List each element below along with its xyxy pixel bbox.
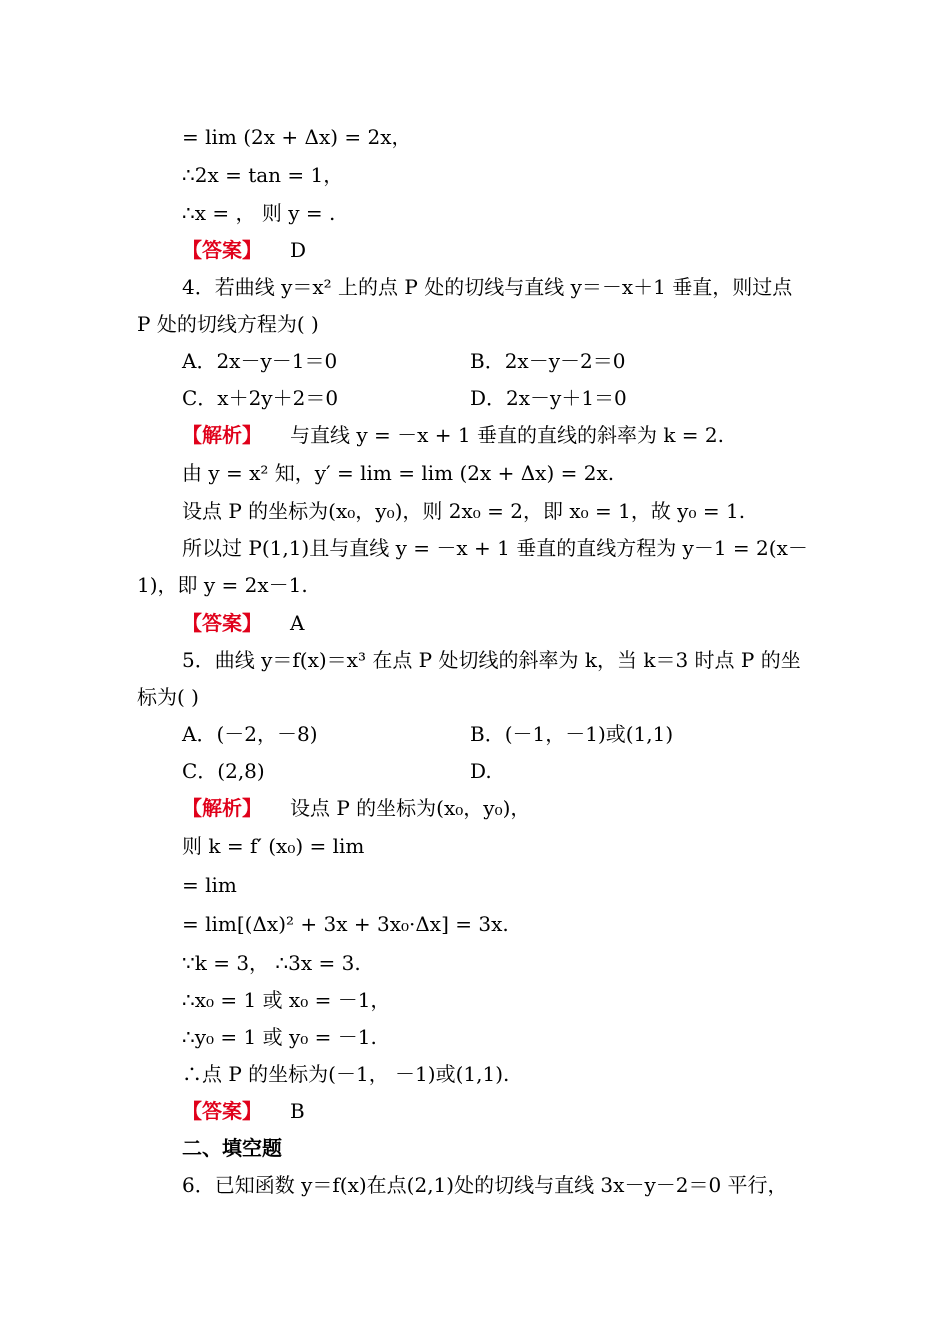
- analysis-text: 设点 P 的坐标为(x₀，y₀)，: [290, 796, 531, 820]
- solution-line: 设点 P 的坐标为(x₀，y₀)，则 2x₀ = 2，即 x₀ = 1，故 y₀ = 1.: [182, 499, 746, 523]
- solution-line: 1)，即 y = 2x－1.: [137, 573, 308, 597]
- solution-line: ∴x = ， 则 y = .: [182, 201, 336, 225]
- solution-line: 所以过 P(1,1)且与直线 y = －x + 1 垂直的直线方程为 y－1 = 2(x－: [182, 536, 808, 560]
- option-c: C．(2,8): [182, 759, 265, 783]
- analysis-label: 【解析】: [182, 796, 262, 820]
- solution-line: ∴点 P 的坐标为(－1， －1)或(1,1).: [182, 1062, 510, 1086]
- answer-label: 【答案】: [182, 1099, 262, 1123]
- option-a: A．2x－y－1＝0: [182, 349, 338, 373]
- option-b: B．2x－y－2＝0: [470, 349, 626, 373]
- option-d: D．2x－y＋1＝0: [470, 386, 627, 410]
- question-4-text: 4．若曲线 y＝x² 上的点 P 处的切线与直线 y＝－x＋1 垂直，则过点: [182, 275, 793, 299]
- analysis-label: 【解析】: [182, 423, 262, 447]
- answer-line: [182, 1098, 305, 1124]
- option-c: C．x＋2y＋2＝0: [182, 386, 339, 410]
- section-heading: 二、填空题: [182, 1136, 282, 1160]
- solution-line: 由 y = x² 知，y′ = lim = lim (2x + Δx) = 2x.: [182, 461, 615, 485]
- solution-line: = lim[(Δx)² + 3x + 3x₀·Δx] = 3x.: [182, 912, 509, 936]
- solution-line: ∴2x = tan = 1，: [182, 163, 344, 187]
- answer-value: B: [290, 1099, 305, 1123]
- solution-line: = lim: [182, 873, 237, 897]
- answer-value: D: [290, 238, 307, 262]
- solution-line: ∴y₀ = 1 或 y₀ = －1.: [182, 1025, 377, 1049]
- solution-line: 则 k = f′ (x₀) = lim: [182, 834, 365, 858]
- solution-line: = lim (2x + Δx) = 2x，: [182, 125, 412, 149]
- solution-line: ∵k = 3， ∴3x = 3.: [182, 951, 361, 975]
- question-4-text-cont: P 处的切线方程为( ): [137, 312, 319, 336]
- answer-value: A: [290, 611, 305, 635]
- answer-line: [182, 610, 304, 636]
- answer-label: 【答案】: [182, 611, 262, 635]
- solution-line: ∴x₀ = 1 或 x₀ = －1，: [182, 988, 391, 1012]
- analysis-text: 与直线 y = －x + 1 垂直的直线的斜率为 k = 2.: [290, 423, 724, 447]
- option-a: A．(－2，－8): [182, 722, 318, 746]
- answer-line: [182, 237, 306, 263]
- question-5-text-cont: 标为( ): [137, 685, 199, 709]
- analysis-line: [182, 795, 530, 821]
- question-6-text: 6．已知函数 y＝f(x)在点(2,1)处的切线与直线 3x－y－2＝0 平行，: [182, 1173, 788, 1197]
- question-5-text: 5．曲线 y＝f(x)＝x³ 在点 P 处切线的斜率为 k，当 k＝3 时点 P 的坐: [182, 648, 801, 672]
- answer-label: 【答案】: [182, 238, 262, 262]
- option-d: D.: [470, 759, 492, 783]
- analysis-line: [182, 422, 724, 448]
- option-b: B．(－1，－1)或(1,1): [470, 722, 674, 746]
